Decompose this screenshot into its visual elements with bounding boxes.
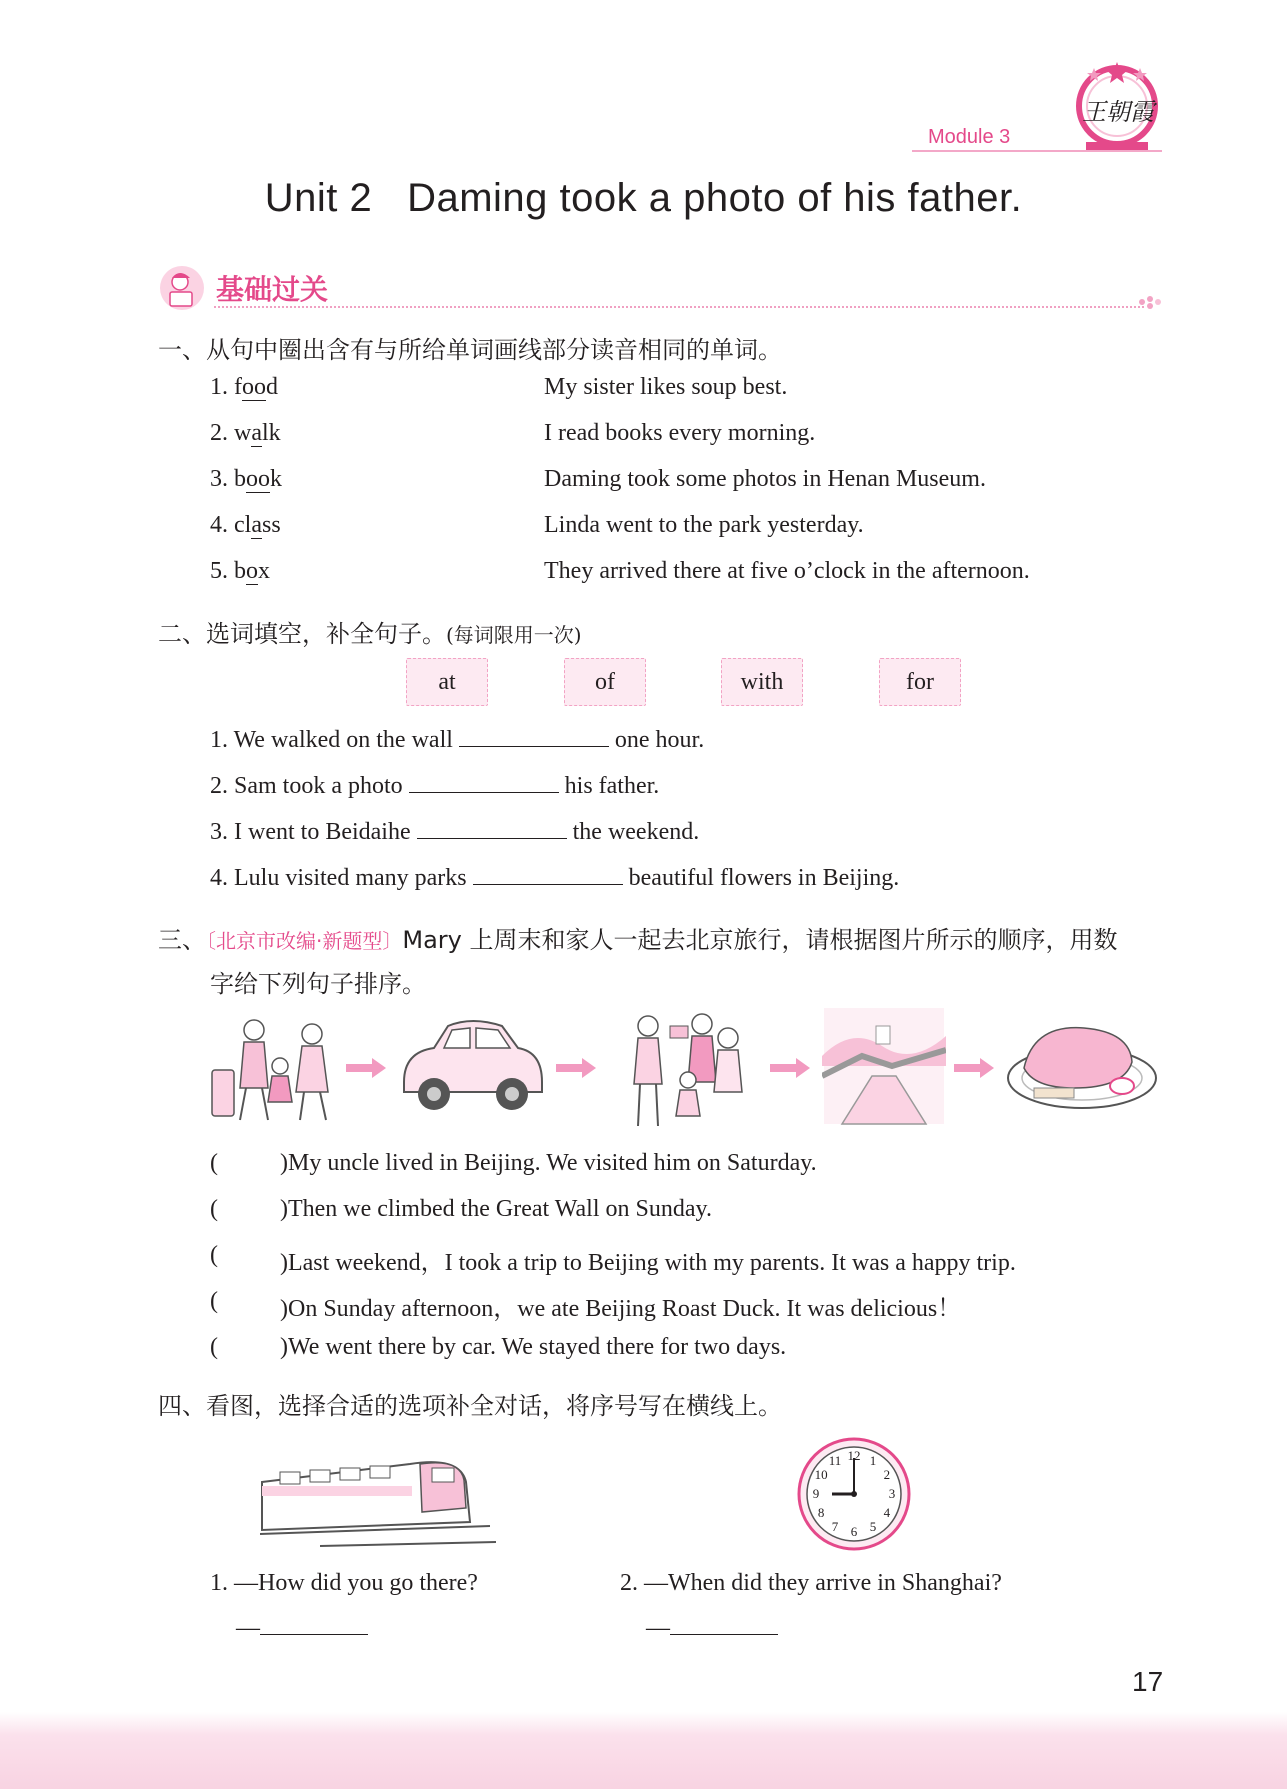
q3-sentence: )We went there by car. We stayed there for two days. (280, 1334, 787, 1360)
q1-word-underlined: oo (246, 466, 270, 492)
q3-prefix: 三、 (158, 926, 206, 954)
q1-word (210, 466, 282, 493)
q2-after: the weekend. (572, 819, 700, 845)
q2-num: 3. (210, 819, 228, 845)
clock-numeral: 2 (883, 1467, 891, 1482)
q2-item (210, 864, 899, 892)
q3-open-paren: ( (210, 1196, 218, 1222)
clock-numeral: 4 (883, 1505, 891, 1520)
q1-word-underlined: o (246, 558, 258, 584)
q3-heading-line2: 字给下列句子排序。 (210, 970, 426, 998)
q1-word-post: k (270, 466, 282, 492)
q3-sentence: )Last weekend，I took a trip to Beijing with my parents. It was a happy trip. (280, 1250, 1016, 1276)
q2-blank[interactable] (473, 864, 623, 885)
q1-word (210, 512, 281, 539)
arrow-right-icon (556, 1058, 596, 1078)
word-option-of: of (564, 658, 646, 706)
q1-word-pre: b (234, 558, 246, 584)
q1-word-pre: b (234, 466, 246, 492)
q2-after: beautiful flowers in Beijing. (628, 865, 900, 891)
arrow-right-icon (770, 1058, 810, 1078)
q4-heading: 四、看图，选择合适的选项补全对话，将序号写在横线上。 (158, 1392, 782, 1420)
q1-word-post: ss (261, 512, 281, 538)
q2-item (210, 726, 704, 754)
family-with-luggage-picture (206, 1008, 342, 1126)
q1-word-pre: w (234, 420, 252, 446)
q1-num: 5. (210, 558, 228, 584)
unit-title: Unit 2 Daming took a photo of his father. (264, 176, 1023, 220)
q3-open-paren: ( (210, 1288, 218, 1314)
q4-answer-1 (236, 1614, 368, 1642)
q2-heading (158, 614, 582, 649)
visiting-uncle-picture (618, 1008, 754, 1130)
q2-before: I went to Beidaihe (234, 819, 411, 845)
q3-order-input[interactable] (222, 1334, 278, 1362)
q2-blank[interactable] (417, 818, 567, 839)
q2-before: We walked on the wall (233, 727, 453, 753)
q1-sentence[interactable]: Daming took some photos in Henan Museum. (544, 466, 986, 492)
clock-numeral: 3 (888, 1486, 896, 1501)
q3-source-tag: 〔北京市改编·新题型〕 (206, 929, 403, 953)
q1-num: 1. (210, 374, 228, 400)
clock-numeral: 10 (814, 1467, 828, 1482)
clock-numeral: 6 (850, 1524, 858, 1539)
q3-open-paren: ( (210, 1150, 218, 1176)
q1-word-post: lk (262, 420, 281, 446)
q3-sentence: )My uncle lived in Beijing. We visited him on Saturday. (280, 1150, 817, 1176)
word-option-for: for (879, 658, 961, 706)
q1-word-pre: f (234, 374, 242, 400)
q1-word (210, 374, 278, 401)
q4-answer-blank-1[interactable] (260, 1614, 368, 1635)
module-label: Module 3 (928, 126, 1011, 148)
section-title: 基础过关 (216, 273, 329, 306)
arrow-right-icon (346, 1058, 386, 1078)
clock-numeral: 1 (869, 1453, 877, 1469)
q1-num: 3. (210, 466, 228, 492)
page-footer-band (0, 1712, 1287, 1789)
q3-order-input[interactable] (222, 1150, 278, 1178)
q2-blank[interactable] (409, 772, 559, 793)
q2-note: (每词限用一次) (446, 623, 582, 647)
module-underline (912, 150, 1162, 152)
q2-num: 4. (210, 865, 228, 891)
page-number: 17 (1132, 1666, 1164, 1697)
q2-before: Lulu visited many parks (234, 865, 467, 891)
clock-numeral: 5 (869, 1518, 877, 1534)
q3-order-input[interactable] (222, 1242, 278, 1270)
roast-duck-picture (1004, 1018, 1160, 1114)
q1-sentence[interactable]: I read books every morning. (544, 420, 816, 446)
word-option-at: at (406, 658, 488, 706)
brand-logo-text: 王朝霞 (1082, 98, 1154, 126)
q2-before: Sam took a photo (234, 773, 403, 799)
q1-word-underlined: oo (242, 374, 266, 400)
q1-heading: 一、从句中圈出含有与所给单词画线部分读音相同的单词。 (158, 336, 782, 364)
q3-sentence: )On Sunday afternoon，we ate Beijing Roast Duck. It was delicious！ (280, 1296, 962, 1322)
q4-question-2: 2. —When did they arrive in Shanghai? (620, 1570, 1002, 1596)
q1-word-underlined: a (251, 512, 262, 538)
q1-word-underlined: a (251, 420, 262, 446)
q4-answer-2 (646, 1614, 778, 1642)
q3-sentence: )Then we climbed the Great Wall on Sunday. (280, 1196, 712, 1222)
q1-word-post: d (266, 374, 278, 400)
clock-numeral: 7 (831, 1518, 839, 1534)
q1-sentence[interactable]: They arrived there at five o’clock in the afternoon. (544, 558, 1030, 584)
q1-word (210, 558, 270, 585)
q1-word-pre: cl (234, 512, 252, 538)
divider-end-dots-icon (1138, 294, 1162, 310)
arrow-right-icon (954, 1058, 994, 1078)
great-wall-picture (822, 1006, 946, 1126)
q3-order-input[interactable] (222, 1196, 278, 1224)
clock-picture (796, 1436, 912, 1552)
q3-open-paren: ( (210, 1242, 218, 1268)
clock-numeral: 12 (847, 1448, 861, 1463)
q3-order-input[interactable] (222, 1288, 278, 1316)
q1-sentence[interactable]: Linda went to the park yesterday. (544, 512, 864, 538)
q2-blank[interactable] (459, 726, 609, 747)
clock-numeral: 11 (828, 1453, 842, 1469)
q2-item (210, 772, 659, 800)
girl-reading-icon (158, 264, 206, 312)
q4-answer-dash-2: — (646, 1615, 670, 1641)
q4-answer-blank-2[interactable] (670, 1614, 778, 1635)
q1-word (210, 420, 281, 447)
q2-num: 2. (210, 773, 228, 799)
q4-answer-dash-1: — (236, 1615, 260, 1641)
word-option-with: with (721, 658, 803, 706)
q2-after: one hour. (614, 727, 705, 753)
q2-num: 1. (210, 727, 228, 753)
clock-numeral: 8 (817, 1505, 825, 1520)
q3-heading (158, 920, 1117, 955)
car-picture (394, 1012, 550, 1118)
q1-sentence[interactable]: My sister likes soup best. (544, 374, 788, 400)
train-picture (260, 1442, 496, 1548)
q1-num: 4. (210, 512, 228, 538)
q3-open-paren: ( (210, 1334, 218, 1360)
q3-heading-text: Mary 上周末和家人一起去北京旅行，请根据图片所示的顺序，用数 (402, 926, 1118, 954)
q1-word-post: x (258, 558, 270, 584)
q1-num: 2. (210, 420, 228, 446)
clock-numeral: 9 (812, 1486, 820, 1501)
q2-after: his father. (564, 773, 660, 799)
q2-heading-text: 二、选词填空，补全句子。 (158, 620, 446, 648)
q4-question-1: 1. —How did you go there? (210, 1570, 478, 1596)
q2-item (210, 818, 699, 846)
section-divider (214, 306, 1144, 308)
